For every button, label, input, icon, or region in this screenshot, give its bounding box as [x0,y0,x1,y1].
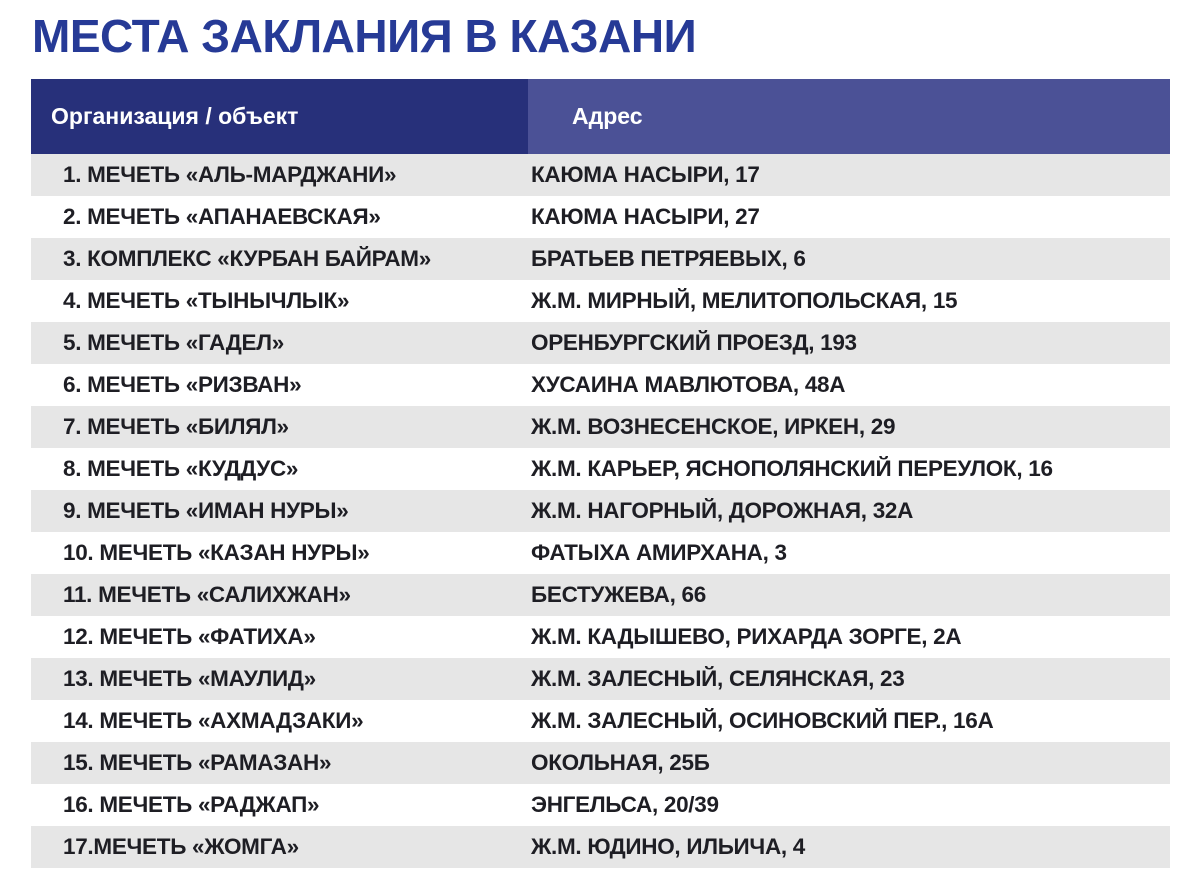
cell-organization: 9. МЕЧЕТЬ «ИМАН НУРЫ» [63,498,349,523]
cell-organization: 10. МЕЧЕТЬ «КАЗАН НУРЫ» [63,540,370,565]
cell-address: ЭНГЕЛЬСА, 20/39 [531,792,719,817]
cell-address: КАЮМА НАСЫРИ, 17 [531,162,760,187]
table-row [31,280,1170,322]
cell-organization: 4. МЕЧЕТЬ «ТЫНЫЧЛЫК» [63,288,350,313]
cell-address: ФАТЫХА АМИРХАНА, 3 [531,540,787,565]
column-header-organization: Организация / объект [31,79,528,154]
table-row [31,784,1170,826]
locations-table [31,79,1170,868]
cell-organization: 16. МЕЧЕТЬ «РАДЖАП» [63,792,320,817]
cell-address: БЕСТУЖЕВА, 66 [531,582,706,607]
table-row [31,616,1170,658]
cell-organization: 5. МЕЧЕТЬ «ГАДЕЛ» [63,330,284,355]
cell-address: Ж.М. КАДЫШЕВО, РИХАРДА ЗОРГЕ, 2А [531,624,962,649]
cell-organization: 15. МЕЧЕТЬ «РАМАЗАН» [63,750,332,775]
table-row [31,364,1170,406]
table-row [31,448,1170,490]
table-row [31,490,1170,532]
cell-address: ОРЕНБУРГСКИЙ ПРОЕЗД, 193 [531,330,857,355]
table-row [31,154,1170,196]
cell-organization: 12. МЕЧЕТЬ «ФАТИХА» [63,624,316,649]
cell-organization: 2. МЕЧЕТЬ «АПАНАЕВСКАЯ» [63,204,381,229]
table-row [31,238,1170,280]
page-title: МЕСТА ЗАКЛАНИЯ В КАЗАНИ [32,10,697,62]
table-body [31,154,1170,868]
table-header [31,79,1170,154]
cell-organization: 14. МЕЧЕТЬ «АХМАДЗАКИ» [63,708,364,733]
table-row [31,574,1170,616]
table-row [31,532,1170,574]
cell-address: ХУСАИНА МАВЛЮТОВА, 48А [531,372,846,397]
column-header-address: Адрес [528,79,1170,154]
table-row [31,700,1170,742]
cell-organization: 8. МЕЧЕТЬ «КУДДУС» [63,456,299,481]
cell-address: ОКОЛЬНАЯ, 25Б [531,750,710,775]
table-row [31,322,1170,364]
cell-address: КАЮМА НАСЫРИ, 27 [531,204,760,229]
cell-organization: 17.МЕЧЕТЬ «ЖОМГА» [63,834,299,859]
table-row [31,742,1170,784]
cell-organization: 7. МЕЧЕТЬ «БИЛЯЛ» [63,414,289,439]
cell-address: Ж.М. ЗАЛЕСНЫЙ, ОСИНОВСКИЙ ПЕР., 16А [531,708,994,733]
cell-address: Ж.М. КАРЬЕР, ЯСНОПОЛЯНСКИЙ ПЕРЕУЛОК, 16 [531,456,1053,481]
table-row [31,826,1170,868]
cell-address: БРАТЬЕВ ПЕТРЯЕВЫХ, 6 [531,246,806,271]
cell-organization: 1. МЕЧЕТЬ «АЛЬ-МАРДЖАНИ» [63,162,397,187]
cell-address: Ж.М. МИРНЫЙ, МЕЛИТОПОЛЬСКАЯ, 15 [531,288,958,313]
cell-organization: 11. МЕЧЕТЬ «САЛИХЖАН» [63,582,351,607]
cell-address: Ж.М. ЗАЛЕСНЫЙ, СЕЛЯНСКАЯ, 23 [531,666,905,691]
table-row [31,406,1170,448]
cell-address: Ж.М. ЮДИНО, ИЛЬИЧА, 4 [531,834,806,859]
cell-organization: 13. МЕЧЕТЬ «МАУЛИД» [63,666,316,691]
cell-address: Ж.М. ВОЗНЕСЕНСКОЕ, ИРКЕН, 29 [531,414,896,439]
cell-organization: 3. КОМПЛЕКС «КУРБАН БАЙРАМ» [63,246,431,271]
cell-address: Ж.М. НАГОРНЫЙ, ДОРОЖНАЯ, 32А [531,498,914,523]
cell-organization: 6. МЕЧЕТЬ «РИЗВАН» [63,372,302,397]
table-row [31,196,1170,238]
table-row [31,658,1170,700]
